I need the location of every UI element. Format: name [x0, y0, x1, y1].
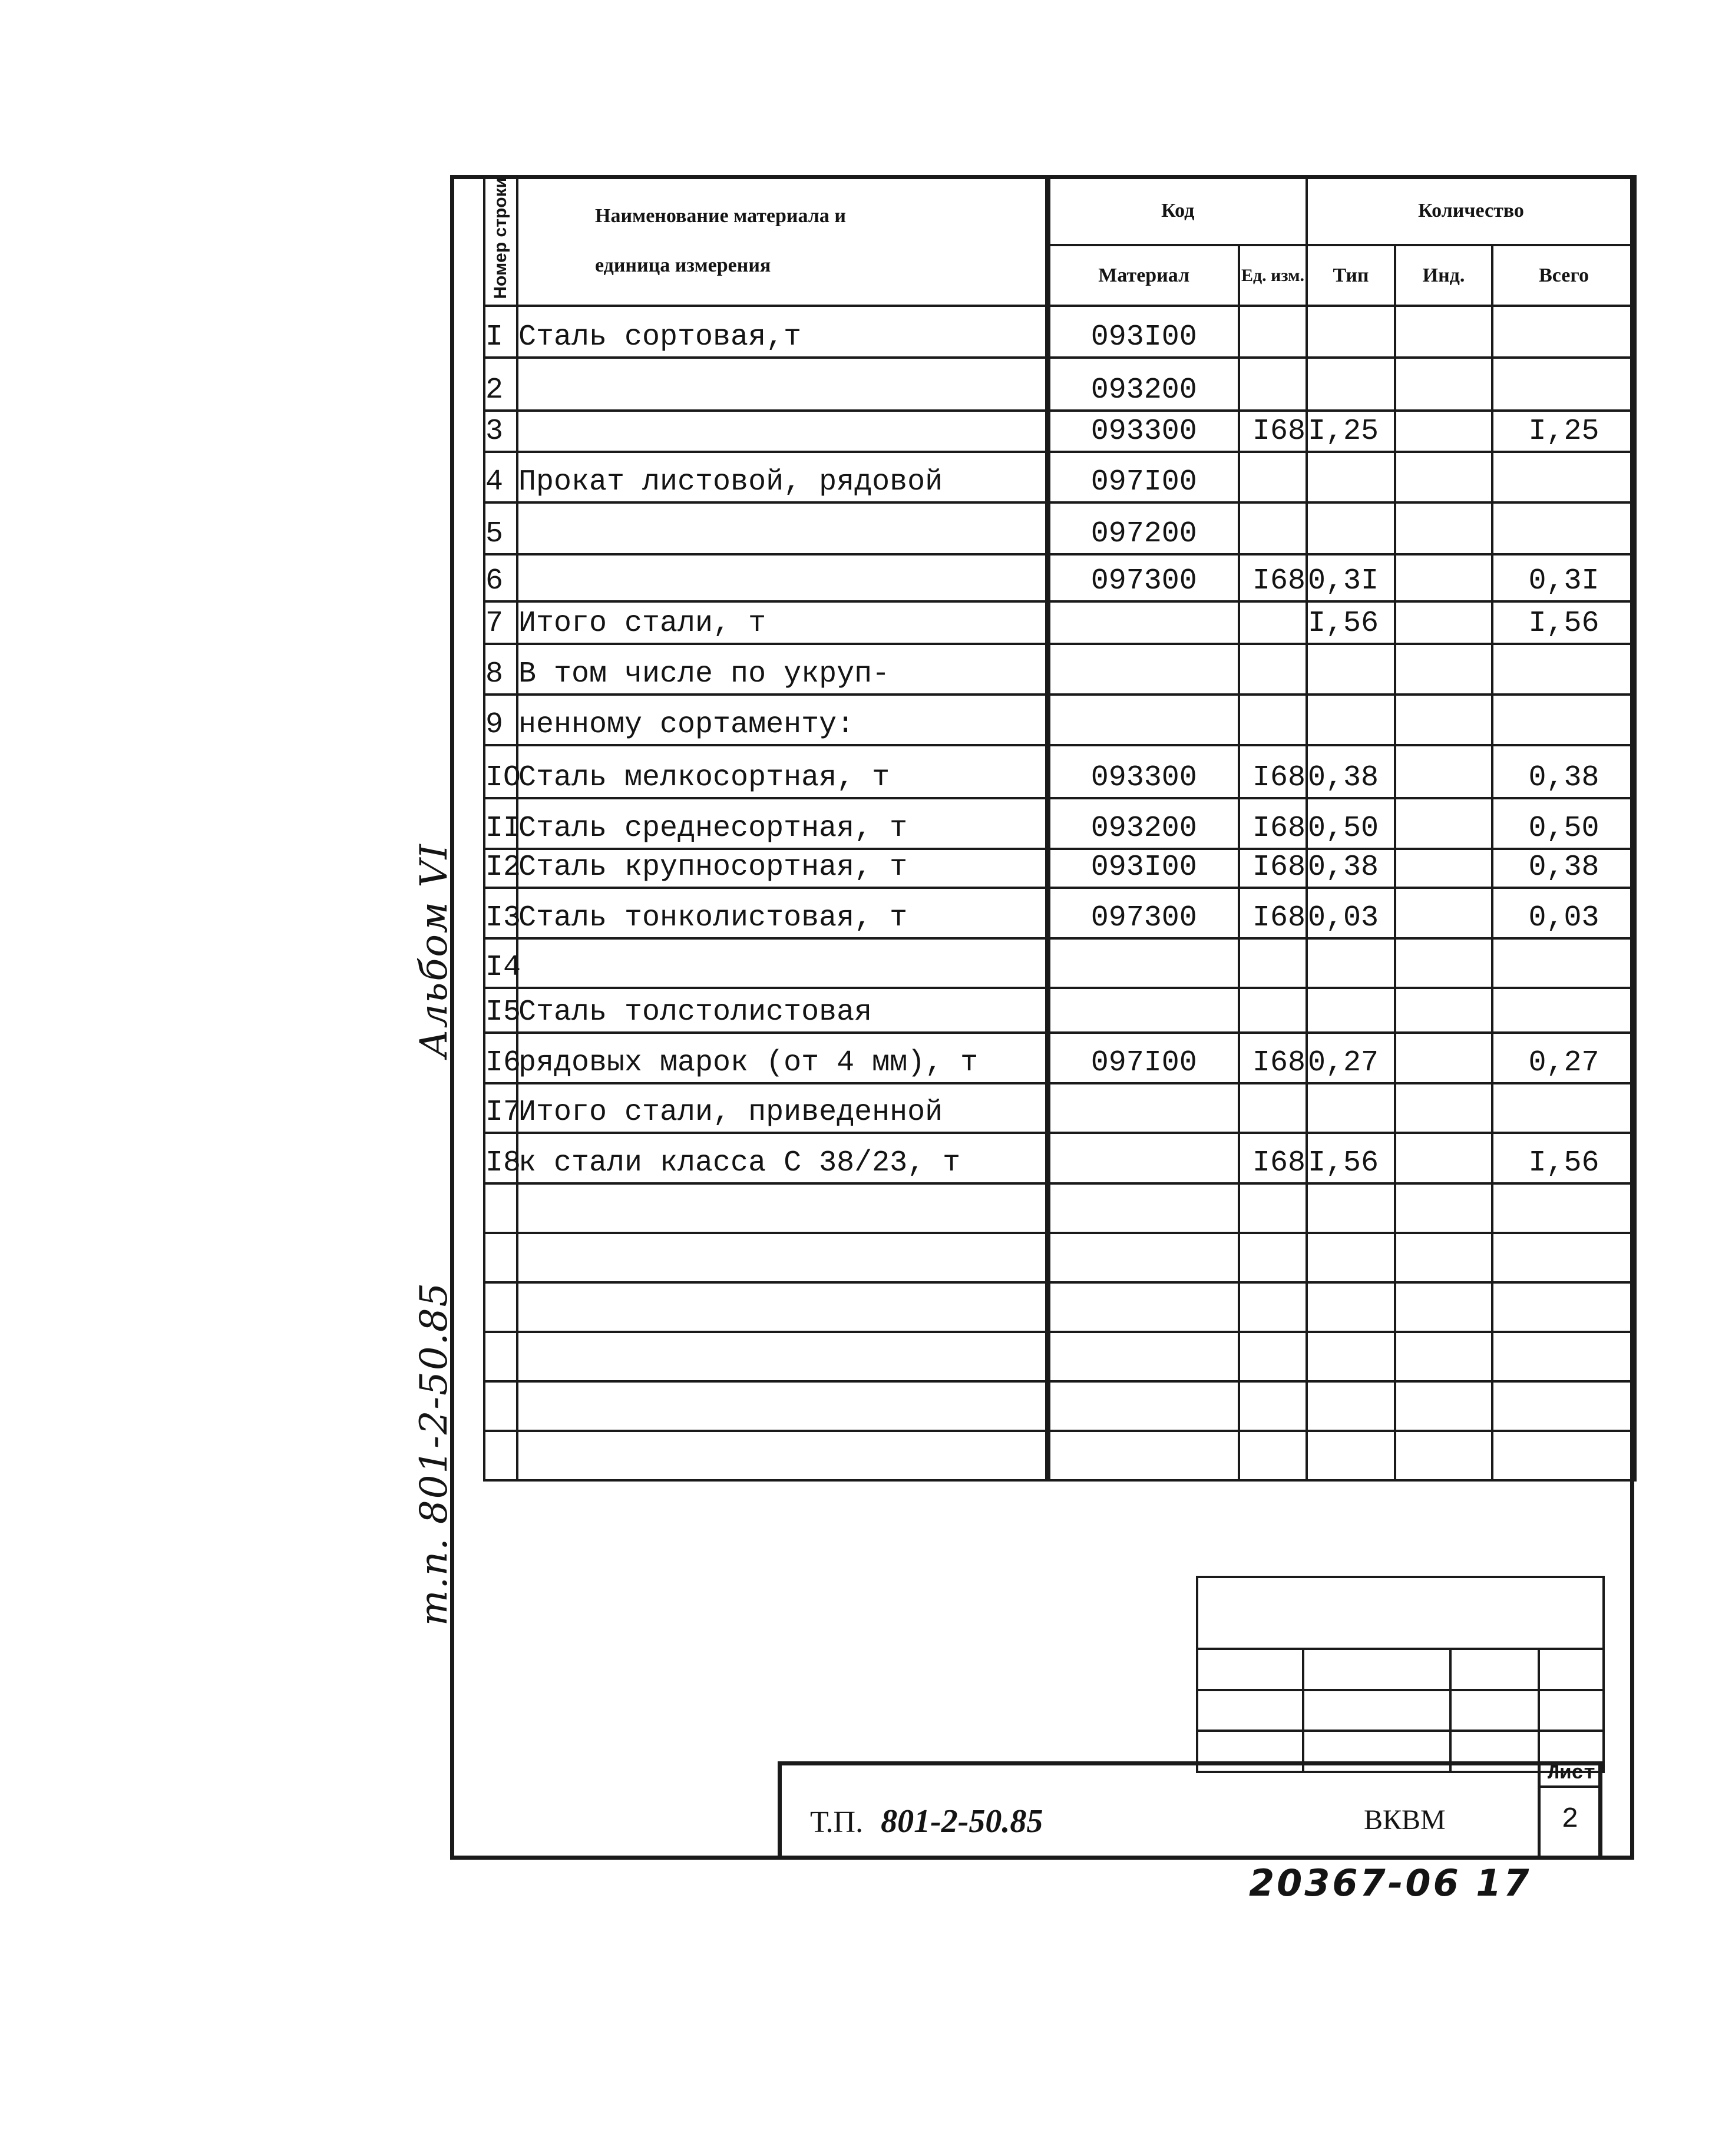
empty-row — [484, 1431, 1635, 1480]
qty-ind — [1395, 1083, 1492, 1133]
unit-code — [1239, 1083, 1307, 1133]
unit-code — [1239, 502, 1307, 554]
empty-row — [484, 1332, 1635, 1381]
table-row — [484, 358, 1635, 411]
table-row — [484, 644, 1635, 695]
unit-code: I68 — [1239, 411, 1307, 452]
table-row — [484, 988, 1635, 1033]
material-code — [1047, 644, 1239, 695]
table-row — [484, 411, 1635, 452]
material-name: рядовых марок (от 4 мм), т — [517, 1033, 1047, 1083]
material-code: 093200 — [1047, 358, 1239, 411]
qty-total — [1492, 644, 1635, 695]
header-unit: Ед. изм. — [1239, 245, 1307, 305]
qty-ind — [1395, 554, 1492, 601]
material-code: 097300 — [1047, 888, 1239, 938]
qty-total — [1492, 306, 1635, 358]
header-row-no: Номер строки — [484, 176, 517, 306]
qty-ind — [1395, 798, 1492, 849]
material-code — [1047, 988, 1239, 1033]
table-row — [484, 1133, 1635, 1183]
header-total: Всего — [1492, 245, 1635, 305]
material-name: ненному сортаменту: — [517, 695, 1047, 745]
header-material: Материал — [1047, 245, 1239, 305]
qty-typ — [1307, 1083, 1395, 1133]
material-code: 093I00 — [1047, 849, 1239, 888]
material-name — [517, 358, 1047, 411]
material-name — [517, 938, 1047, 988]
qty-typ — [1307, 452, 1395, 502]
qty-total — [1492, 938, 1635, 988]
qty-total: 0,50 — [1492, 798, 1635, 849]
material-code — [1047, 1083, 1239, 1133]
project-number: 801-2-50.85 — [881, 1803, 1043, 1840]
side-album: Альбом VI — [412, 843, 456, 1058]
row-number: I3 — [484, 888, 517, 938]
unit-code — [1239, 988, 1307, 1033]
row-number: 8 — [484, 644, 517, 695]
row-number: I5 — [484, 988, 517, 1033]
header-ind: Инд. — [1395, 245, 1492, 305]
material-name: Прокат листовой, рядовой — [517, 452, 1047, 502]
table-row — [484, 502, 1635, 554]
empty-row — [484, 1183, 1635, 1233]
material-name: Сталь тонколистовая, т — [517, 888, 1047, 938]
qty-ind — [1395, 601, 1492, 644]
side-note — [412, 619, 456, 1626]
qty-typ: 0,3I — [1307, 554, 1395, 601]
project-prefix: Т.П. — [810, 1806, 864, 1839]
unit-code: I68 — [1239, 888, 1307, 938]
material-code: 097I00 — [1047, 1033, 1239, 1083]
qty-ind — [1395, 502, 1492, 554]
qty-ind — [1395, 745, 1492, 798]
qty-total — [1492, 988, 1635, 1033]
side-project: т.п. 801-2-50.85 — [412, 1281, 456, 1626]
row-number: 2 — [484, 358, 517, 411]
row-number: I2 — [484, 849, 517, 888]
qty-typ — [1307, 644, 1395, 695]
unit-code: I68 — [1239, 745, 1307, 798]
row-number: 6 — [484, 554, 517, 601]
material-code — [1047, 1133, 1239, 1183]
empty-row — [484, 1282, 1635, 1332]
row-number: 4 — [484, 452, 517, 502]
organization-code: ВКВМ — [1364, 1804, 1446, 1836]
material-name: Итого стали, приведенной — [517, 1083, 1047, 1133]
row-number: I4 — [484, 938, 517, 988]
material-code: 093300 — [1047, 745, 1239, 798]
qty-typ — [1307, 988, 1395, 1033]
unit-code — [1239, 644, 1307, 695]
unit-code: I68 — [1239, 554, 1307, 601]
approval-stamp-grid — [1196, 1576, 1605, 1773]
unit-code — [1239, 452, 1307, 502]
qty-ind — [1395, 888, 1492, 938]
material-code: 093200 — [1047, 798, 1239, 849]
row-number: I6 — [484, 1033, 517, 1083]
qty-total — [1492, 1083, 1635, 1133]
row-number: II — [484, 798, 517, 849]
material-code: 093300 — [1047, 411, 1239, 452]
qty-ind — [1395, 306, 1492, 358]
row-number: 7 — [484, 601, 517, 644]
material-code: 097I00 — [1047, 452, 1239, 502]
unit-code — [1239, 695, 1307, 745]
qty-ind — [1395, 938, 1492, 988]
table-row — [484, 745, 1635, 798]
materials-table — [483, 175, 1637, 1482]
table-row — [484, 452, 1635, 502]
header-quantity: Количество — [1307, 176, 1635, 245]
material-name: Сталь сортовая,т — [517, 306, 1047, 358]
material-name: Сталь среднесортная, т — [517, 798, 1047, 849]
table-row — [484, 1033, 1635, 1083]
material-name: Сталь крупносортная, т — [517, 849, 1047, 888]
empty-row — [484, 1381, 1635, 1431]
material-name: В том числе по укруп- — [517, 644, 1047, 695]
qty-total: 0,3I — [1492, 554, 1635, 601]
table-row — [484, 1083, 1635, 1133]
qty-typ — [1307, 695, 1395, 745]
material-code — [1047, 601, 1239, 644]
qty-total: 0,27 — [1492, 1033, 1635, 1083]
unit-code — [1239, 601, 1307, 644]
row-number: I — [484, 306, 517, 358]
qty-typ — [1307, 938, 1395, 988]
qty-typ: 0,38 — [1307, 745, 1395, 798]
row-number: I8 — [484, 1133, 517, 1183]
sheet-number: 2 — [1561, 1804, 1579, 1836]
table-row — [484, 798, 1635, 849]
row-number: 5 — [484, 502, 517, 554]
qty-typ — [1307, 502, 1395, 554]
qty-typ: 0,38 — [1307, 849, 1395, 888]
qty-ind — [1395, 695, 1492, 745]
qty-total: 0,03 — [1492, 888, 1635, 938]
empty-row — [484, 1233, 1635, 1282]
qty-total: 0,38 — [1492, 745, 1635, 798]
qty-total — [1492, 695, 1635, 745]
qty-ind — [1395, 358, 1492, 411]
table-row — [484, 888, 1635, 938]
qty-typ: 0,50 — [1307, 798, 1395, 849]
qty-typ: 0,27 — [1307, 1033, 1395, 1083]
qty-typ: I,25 — [1307, 411, 1395, 452]
qty-ind — [1395, 452, 1492, 502]
qty-ind — [1395, 849, 1492, 888]
unit-code: I68 — [1239, 1033, 1307, 1083]
unit-code — [1239, 358, 1307, 411]
qty-total: 0,38 — [1492, 849, 1635, 888]
material-name: Сталь мелкосортная, т — [517, 745, 1047, 798]
unit-code: I68 — [1239, 798, 1307, 849]
qty-ind — [1395, 988, 1492, 1033]
qty-typ — [1307, 358, 1395, 411]
header-typ: Тип — [1307, 245, 1395, 305]
qty-total: I,25 — [1492, 411, 1635, 452]
qty-total: I,56 — [1492, 1133, 1635, 1183]
qty-ind — [1395, 1033, 1492, 1083]
project-code — [810, 1803, 1043, 1840]
qty-ind — [1395, 411, 1492, 452]
material-code: 093I00 — [1047, 306, 1239, 358]
row-number: IO — [484, 745, 517, 798]
material-code: 097200 — [1047, 502, 1239, 554]
qty-typ: 0,03 — [1307, 888, 1395, 938]
material-name: Сталь толстолистовая — [517, 988, 1047, 1033]
row-number: I7 — [484, 1083, 517, 1133]
material-name: Итого стали, т — [517, 601, 1047, 644]
qty-total — [1492, 452, 1635, 502]
material-name — [517, 411, 1047, 452]
unit-code — [1239, 306, 1307, 358]
qty-total — [1492, 358, 1635, 411]
table-row — [484, 695, 1635, 745]
row-number: 9 — [484, 695, 517, 745]
table-row — [484, 554, 1635, 601]
qty-total — [1492, 502, 1635, 554]
material-name — [517, 502, 1047, 554]
material-name — [517, 554, 1047, 601]
qty-typ: I,56 — [1307, 1133, 1395, 1183]
table-row — [484, 849, 1635, 888]
material-code: 097300 — [1047, 554, 1239, 601]
material-name: к стали класса С 38/23, т — [517, 1133, 1047, 1183]
qty-total: I,56 — [1492, 601, 1635, 644]
qty-ind — [1395, 644, 1492, 695]
qty-typ: I,56 — [1307, 601, 1395, 644]
table-row — [484, 601, 1635, 644]
material-code — [1047, 938, 1239, 988]
row-number: 3 — [484, 411, 517, 452]
qty-ind — [1395, 1133, 1492, 1183]
table-row — [484, 306, 1635, 358]
qty-typ — [1307, 306, 1395, 358]
table-row — [484, 938, 1635, 988]
header-code: Код — [1047, 176, 1307, 245]
unit-code: I68 — [1239, 849, 1307, 888]
header-name: Наименование материала и единица измерения — [517, 176, 1047, 306]
archive-number: 20367-06 17 — [1249, 1861, 1532, 1904]
unit-code — [1239, 938, 1307, 988]
sheet-label: Лист — [1538, 1761, 1602, 1788]
unit-code: I68 — [1239, 1133, 1307, 1183]
material-code — [1047, 695, 1239, 745]
